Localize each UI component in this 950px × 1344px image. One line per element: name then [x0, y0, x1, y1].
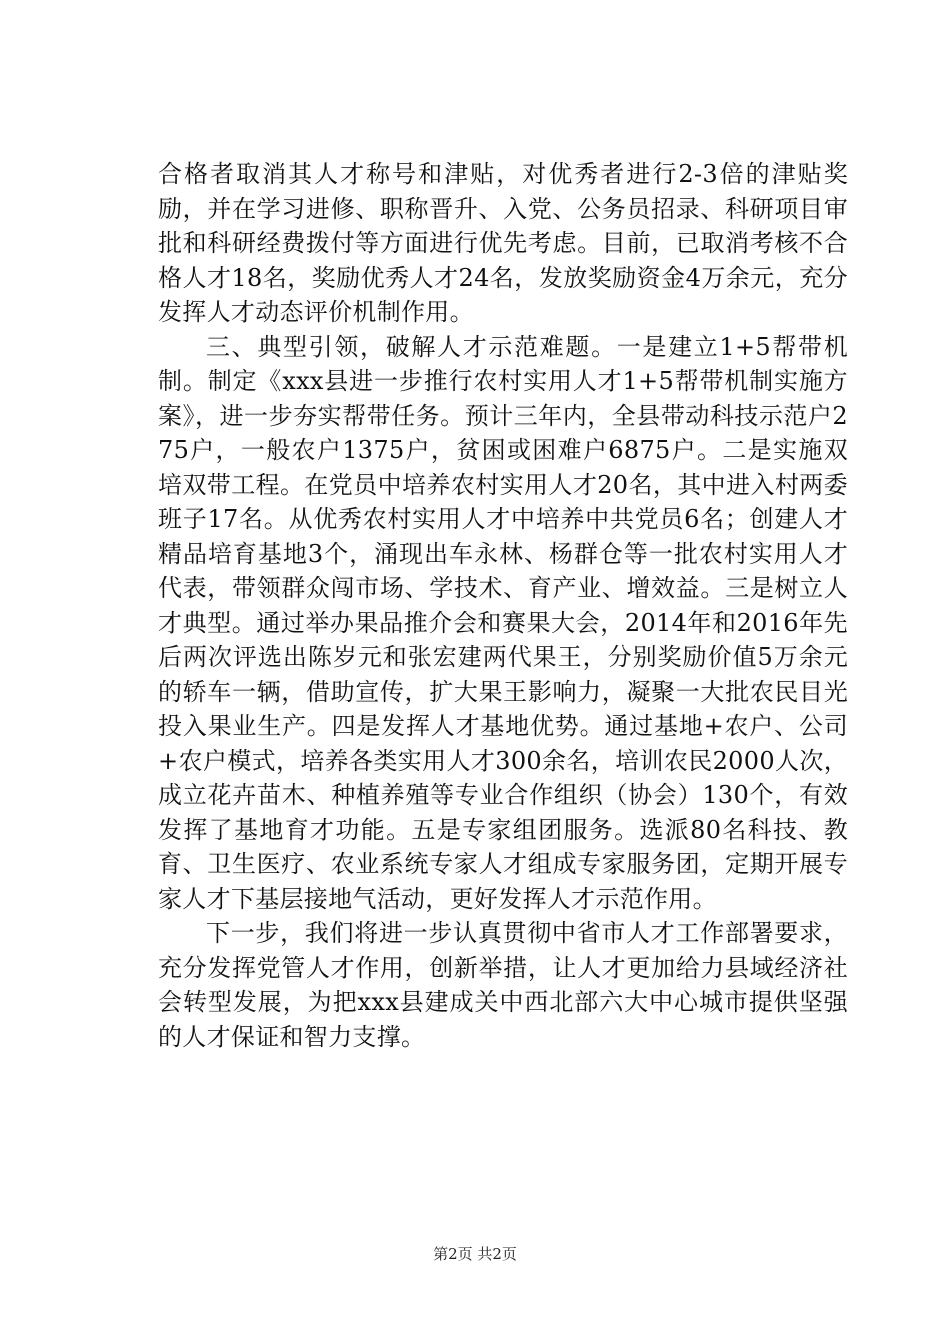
paragraph-typical-demonstration: 三、典型引领，破解人才示范难题。一是建立1+5帮带机制。制定《xxx县进一步推行农村实用人才1+5帮带机制实施方案》，进一步夯实帮带任务。预计三年内，全县带动科技示范户275户，一般农户1375户，贫困或困难户6875户。二是实施双培双带工程。在党员中培养农村实用人才20名，其中进入村两委班子17名。从优秀农村实用人才中培养中共党员6名；创建人才精品培育基地3个，涌现出车永林、杨群仓等一批农村实用人才代表，带领群众闯市场、学技术、育产业、增效益。三是树立人才典型。通过举办果品推介会和赛果大会，2014年和2016年先后两次评选出陈岁元和张宏建两代果王，分别奖励价值5万余元的轿车一辆，借助宣传，扩大果王影响力，凝聚一大批农民目光投入果业生产。四是发挥人才基地优势。通过基地+农户、公司+农户模式，培养各类实用人才300余名，培训农民2000人次，成立花卉苗木、种植养殖等专业合作组织（协会）130个，有效发挥了基地育才功能。五是专家组团服务。选派80名科技、教育、卫生医疗、农业系统专家人才组成专家服务团，定期开展专家人才下基层接地气活动，更好发挥人才示范作用。: [158, 332, 848, 913]
document-body: [158, 157, 848, 1054]
paragraph-next-steps: 下一步，我们将进一步认真贯彻中省市人才工作部署要求，充分发挥党管人才作用，创新举措，让人才更加给力县域经济社会转型发展，为把xxx县建成关中西北部六大中心城市提供坚强的人才保证和智力支撑。: [158, 919, 848, 1051]
page-number-footer: 第2页 共2页: [433, 1245, 517, 1263]
paragraph-talent-evaluation: 合格者取消其人才称号和津贴，对优秀者进行2-3倍的津贴奖励，并在学习进修、职称晋升、入党、公务员招录、科研项目审批和科研经费拨付等方面进行优先考虑。目前，已取消考核不合格人才18名，奖励优秀人才24名，发放奖励资金4万余元，充分发挥人才动态评价机制作用。: [158, 160, 848, 326]
